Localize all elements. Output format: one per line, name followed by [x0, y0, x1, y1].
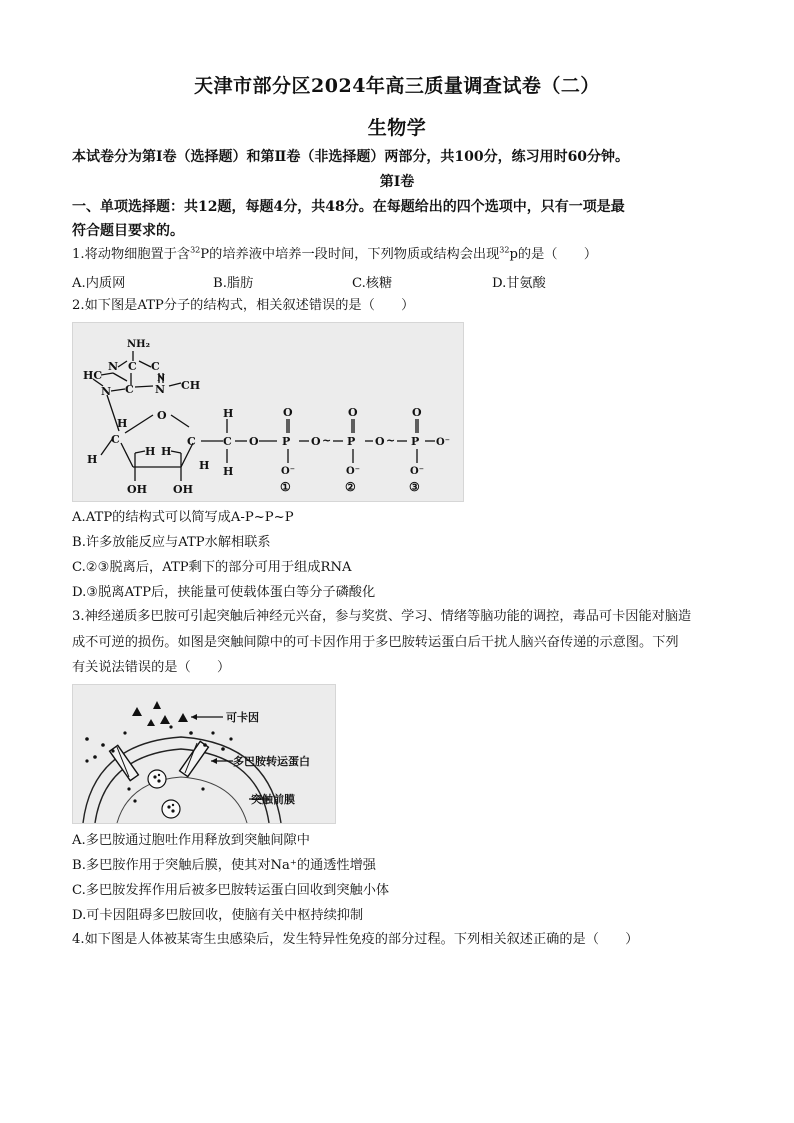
- q3-option-a[interactable]: A.多巴胺通过胞吐作用释放到突触间隙中: [72, 833, 310, 848]
- q1-option-b[interactable]: B.脂肪: [213, 276, 254, 291]
- atom-c4: C: [111, 433, 120, 446]
- q3-stem-line3: 有关说法错误的是（ ）: [72, 660, 231, 675]
- q1-option-a[interactable]: A.内质网: [72, 276, 126, 291]
- q2-stem: 2.如下图是ATP分子的结构式，相关叙述错误的是（ ）: [72, 298, 415, 313]
- label-dopamine-transporter: 多巴胺转运蛋白: [233, 755, 310, 768]
- atom-p2-o-bottom: O⁻: [346, 466, 360, 477]
- atom-n4: N: [155, 383, 166, 396]
- atom-h7: H: [223, 465, 234, 478]
- q1-option-c[interactable]: C.核糖: [352, 276, 393, 291]
- atom-c6: C: [223, 435, 232, 448]
- section-heading-line2: 符合题目要求的。: [72, 223, 184, 239]
- label-presynaptic-membrane: 突触前膜: [251, 793, 295, 806]
- q4-stem: 4.如下图是人体被某寄生虫感染后，发生特异性免疫的部分过程。下列相关叙述正确的是（ ）: [72, 932, 639, 947]
- label-1: ①: [280, 480, 291, 494]
- q1-stem-part2: P的培养液中培养一段时间，下列物质或结构会出现: [200, 247, 500, 262]
- atom-p3: P: [411, 435, 420, 448]
- label-2: ②: [345, 480, 356, 494]
- exam-intro: 本试卷分为第Ⅰ卷（选择题）和第Ⅱ卷（非选择题）两部分，共100分，练习用时60分钟。: [72, 149, 630, 165]
- volume-heading: 第Ⅰ卷: [379, 174, 415, 190]
- atom-n3: N: [101, 385, 112, 398]
- label-3: ③: [409, 480, 420, 494]
- atom-c3: C: [125, 383, 134, 396]
- atom-p2: P: [347, 435, 356, 448]
- bond-tilde1: ~: [322, 434, 332, 447]
- atom-h3: H: [145, 445, 156, 458]
- atp-structure-svg: [73, 323, 463, 501]
- atom-p2-o-top: O: [348, 406, 358, 419]
- synapse-svg: [73, 685, 335, 823]
- atom-c5: C: [187, 435, 196, 448]
- atom-p3-o-bottom: O⁻: [410, 466, 424, 477]
- q3-option-b[interactable]: B.多巴胺作用于突触后膜，使其对Na⁺的通透性增强: [72, 858, 376, 873]
- atom-n1: N: [108, 360, 119, 373]
- atom-o-b2: O: [375, 435, 385, 448]
- q1-stem-part1: 1.将动物细胞置于含: [72, 247, 191, 262]
- atom-oh2: OH: [173, 483, 193, 496]
- atom-h1: H: [117, 417, 128, 430]
- atom-n2: N: [157, 374, 166, 384]
- subject-title: 生物学: [367, 117, 427, 139]
- section-heading-line1: 一、单项选择题：共12题，每题4分，共48分。在每题给出的四个选项中，只有一项是最: [72, 199, 625, 215]
- q3-stem-line2: 成不可逆的损伤。如图是突触间隙中的可卡因作用于多巴胺转运蛋白后干扰人脑兴奋传递的示意图。下列: [72, 635, 679, 650]
- q2-option-a[interactable]: A.ATP的结构式可以简写成A-P~P~P: [72, 510, 294, 525]
- atom-o-b1: O: [311, 435, 321, 448]
- q1-option-d[interactable]: D.甘氨酸: [492, 276, 546, 291]
- q3-option-d[interactable]: D.可卡因阻碍多巴胺回收，使脑有关中枢持续抑制: [72, 908, 364, 923]
- atom-c2: C: [151, 360, 160, 373]
- q1-stem-part3: p的是（ ）: [509, 247, 598, 262]
- atom-p3-o-right: O⁻: [436, 437, 450, 448]
- atp-structure-figure: [72, 322, 464, 502]
- atom-h2: H: [87, 453, 98, 466]
- bond-tilde2: ~: [386, 434, 396, 447]
- q1-sup1: 32: [190, 245, 201, 255]
- q3-option-c[interactable]: C.多巴胺发挥作用后被多巴胺转运蛋白回收到突触小体: [72, 883, 390, 898]
- atom-o-ring: O: [157, 409, 167, 422]
- atom-hc: HC: [83, 369, 103, 382]
- atom-o-link: O: [249, 435, 259, 448]
- exam-title: 天津市部分区2024年高三质量调查试卷（二）: [194, 75, 600, 97]
- atom-h6: H: [223, 407, 234, 420]
- atom-ch: CH: [181, 379, 201, 392]
- cocaine-synapse-figure: [72, 684, 336, 824]
- atom-p3-o-top: O: [412, 406, 422, 419]
- atom-oh1: OH: [127, 483, 147, 496]
- atom-h4: H: [161, 445, 172, 458]
- q3-stem-line1: 3.神经递质多巴胺可引起突触后神经元兴奋，参与奖赏、学习、情绪等脑功能的调控，毒品可卡因能对脑造: [72, 609, 692, 624]
- atom-p1-o-bottom: O⁻: [281, 466, 295, 477]
- atom-c1: C: [128, 360, 137, 373]
- label-cocaine: 可卡因: [226, 711, 259, 724]
- q2-option-c[interactable]: C.②③脱离后，ATP剩下的部分可用于组成RNA: [72, 560, 352, 575]
- q1-sup2: 32: [499, 245, 510, 255]
- q2-option-b[interactable]: B.许多放能反应与ATP水解相联系: [72, 535, 271, 550]
- atom-p1: P: [282, 435, 291, 448]
- atom-p1-o-top: O: [283, 406, 293, 419]
- q2-option-d[interactable]: D.③脱离ATP后，挟能量可使载体蛋白等分子磷酸化: [72, 585, 376, 600]
- atom-h5: H: [199, 459, 210, 472]
- q1-stem: [72, 246, 732, 264]
- atom-nh2: NH₂: [127, 339, 150, 350]
